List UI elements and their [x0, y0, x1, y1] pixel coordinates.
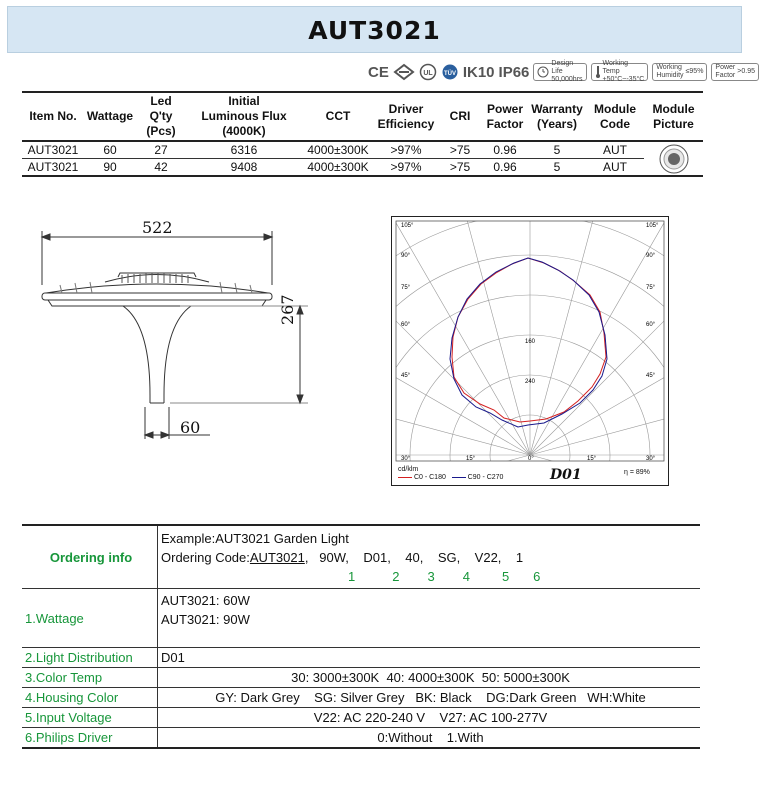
polar-angle-label-bottom: 15° [587, 456, 597, 462]
module-image-icon [657, 144, 691, 174]
ordering-row-driver: 6.Philips Driver 0:Without 1.With [22, 728, 700, 749]
distribution-code: D01 [550, 467, 582, 483]
thermometer-icon [595, 66, 601, 78]
polar-angle-label-right: 30° [646, 456, 656, 462]
header-cct: CCT [302, 92, 374, 141]
table-row: AUT3021 90 42 9408 4000±300K >97% >75 0.96 5 AUT [22, 159, 703, 177]
svg-text:UL: UL [423, 70, 433, 77]
ordering-row-distribution: 2.Light Distribution D01 [22, 648, 700, 668]
polar-plot [392, 217, 668, 465]
header-item-no: Item No. [22, 92, 84, 141]
polar-angle-label-bottom: 15° [466, 456, 476, 462]
ordering-row-housing: 4.Housing Color GY: Dark Grey SG: Silver Grey BK: Black DG:Dark Green WH:White [22, 688, 700, 708]
spec-header-row [22, 92, 703, 141]
ce-mark: CE [368, 63, 389, 81]
certification-strip [368, 60, 759, 84]
polar-angle-label-left: 105° [401, 223, 414, 229]
polar-angle-label-right: 105° [646, 223, 659, 229]
ul-icon [419, 63, 437, 81]
module-picture [644, 141, 703, 176]
svg-text:TÜV: TÜV [443, 71, 456, 77]
header-module: Module Code [586, 92, 644, 141]
power-factor-badge: Power Factor >0.95 [711, 63, 759, 81]
header-flux: Initial Luminous Flux (4000K) [186, 92, 302, 141]
polar-angle-label-right: 75° [646, 285, 656, 291]
dim-base: 60 [180, 418, 201, 437]
ordering-example-row [22, 525, 700, 589]
polar-chart [391, 216, 669, 486]
header-warranty: Warranty (Years) [528, 92, 586, 141]
polar-spoke [358, 156, 531, 455]
ordering-example: Example:AUT3021 Garden Light [161, 530, 349, 546]
ip-rating: IP66 [498, 63, 530, 81]
spec-table [22, 91, 703, 177]
title-bar [7, 6, 742, 53]
polar-angle-label-right: 45° [646, 373, 656, 379]
polar-spoke [530, 156, 703, 455]
ordering-table [22, 524, 700, 749]
ordering-row-voltage: 5.Input Voltage V22: AC 220-240 V V27: AC 100-277V [22, 708, 700, 728]
polar-angle-label-right: 60° [646, 322, 656, 328]
rohs-icon [393, 63, 415, 81]
polar-legend [398, 466, 503, 482]
ordering-row-wattage: 1.Wattage AUT3021: 60W AUT3021: 90W [22, 589, 700, 648]
polar-angle-label-right: 90° [646, 253, 656, 259]
polar-spoke [286, 211, 530, 455]
working-temp-badge: Working Temp +50°C~-35°C [591, 63, 649, 81]
ordering-numbers: 1 2 3 4 5 6 [348, 568, 541, 584]
header-wattage: Wattage [84, 92, 136, 141]
polar-angle-label-left: 75° [401, 285, 411, 291]
polar-angle-label-left: 90° [401, 253, 411, 259]
dim-height: 267 [278, 294, 297, 325]
header-pf: Power Factor [482, 92, 528, 141]
header-led-qty: Led Q'ty (Pcs) [136, 92, 186, 141]
ordering-info-label: Ordering info [22, 525, 158, 589]
polar-angle-label-left: 60° [401, 322, 411, 328]
legend-c90: C90 - C270 [467, 474, 504, 481]
clock-icon [537, 66, 549, 78]
tuv-icon [441, 63, 459, 81]
product-title: AUT3021 [308, 16, 441, 45]
header-driver: Driver Efficiency [374, 92, 438, 141]
design-life-badge: Design Life 50,000hrs [533, 63, 586, 81]
dimension-drawing [30, 215, 320, 455]
polar-spoke [530, 283, 759, 456]
table-row: AUT3021 60 27 6316 4000±300K >97% >75 0.96 5 AUT [22, 141, 703, 159]
dim-width: 522 [142, 218, 173, 237]
polar-radial-label: 160 [525, 339, 536, 345]
polar-angle-label-bottom: 0° [528, 456, 534, 462]
polar-angle-label-left: 45° [401, 373, 411, 379]
humidity-badge: Working Humidity ≤95% [652, 63, 707, 81]
polar-angle-label-left: 30° [401, 456, 411, 462]
polar-unit: cd/klm [398, 466, 419, 473]
legend-c0: C0 - C180 C90 - C270 [398, 474, 503, 482]
ordering-code: Ordering Code:AUT3021, 90W, D01, 40, SG, V22, 1 [161, 549, 524, 565]
header-cri: CRI [438, 92, 482, 141]
ik-rating: IK10 [462, 63, 495, 81]
ordering-row-color-temp: 3.Color Temp 30: 3000±300K 40: 4000±300K 50: 5000±300K [22, 668, 700, 688]
efficiency-label: η = 89% [624, 469, 650, 476]
header-picture: Module Picture [644, 92, 703, 141]
polar-radial-label: 240 [525, 379, 536, 385]
polar-spoke [530, 366, 759, 455]
